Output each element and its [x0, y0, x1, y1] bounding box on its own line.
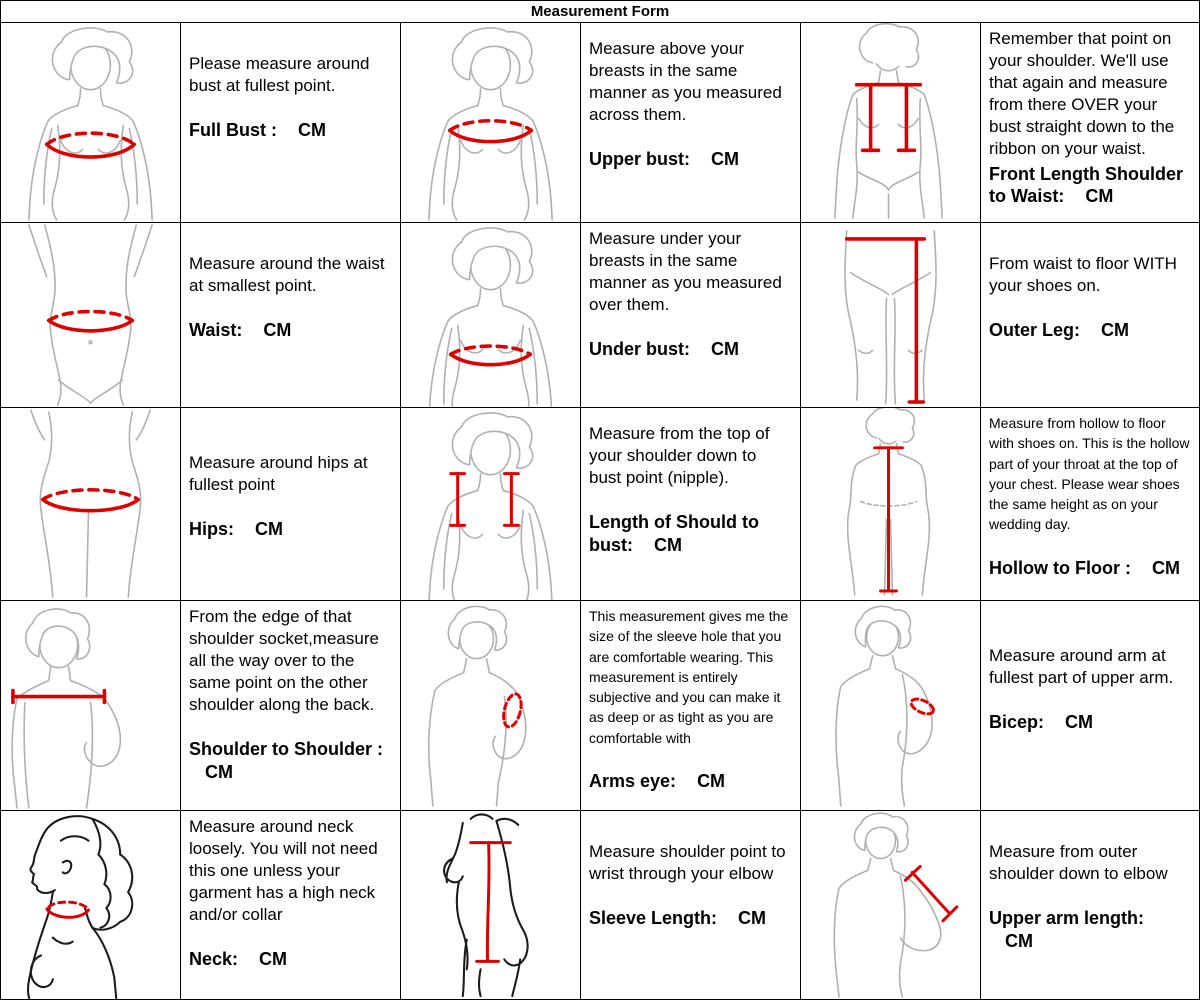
bicep-figure: [801, 601, 980, 810]
outer-leg-unit: CM: [1101, 320, 1130, 341]
waist-label: [189, 319, 392, 342]
hollow-to-floor-figure: [801, 408, 980, 600]
bicep-description: Measure around arm at fullest part of upper arm.: [989, 646, 1174, 688]
bicep-figure-cell: [801, 601, 980, 810]
waist-instruction-cell: [181, 223, 400, 407]
waist-unit: CM: [263, 320, 292, 341]
hollow-to-floor-label-text: Hollow to Floor :: [989, 557, 1131, 578]
sleeve-length-label-text: Sleeve Length:: [589, 908, 718, 929]
shoulder-to-bust-figure-cell: [401, 408, 580, 600]
full-bust-description: Please measure around bust at fullest point.: [189, 54, 370, 96]
under-bust-instruction-cell: [581, 223, 800, 407]
neck-figure: [1, 811, 180, 999]
sleeve-length-instruction-cell: [581, 811, 800, 999]
outer-leg-label: [989, 319, 1191, 342]
outer-leg-figure: [801, 223, 980, 407]
length-shoulder-bust-instruction-cell: [581, 408, 800, 600]
upper-arm-length-figure-cell: [801, 811, 980, 999]
upper-arm-length-label: [989, 907, 1191, 952]
front-length-description: Remember that point on your shoulder. We'll use that again and measure from there OVER your bust straight down to the ribbon on your waist.: [989, 29, 1175, 159]
shoulder-to-bust-figure: [401, 408, 580, 600]
hollow-to-floor-description: Measure from hollow to floor with shoes on. This is the hollow part of your throat at the top of your chest. Please wear shoes the same height as on your wedding day.: [989, 415, 1190, 533]
shoulder-to-shoulder-instruction-cell: [181, 601, 400, 810]
length-shoulder-bust-label: [589, 511, 792, 556]
neck-label: [189, 948, 392, 971]
length-shoulder-bust-unit: CM: [654, 534, 683, 555]
upper-bust-label-text: Upper bust:: [589, 149, 690, 170]
front-length-unit: CM: [1085, 186, 1114, 207]
full-bust-label-text: Full Bust :: [189, 120, 277, 141]
full-bust-instruction-cell: [181, 23, 400, 222]
upper-arm-length-label-text: Upper arm length:: [989, 908, 1145, 929]
arms-eye-instruction-cell: [581, 601, 800, 810]
full-bust-label: [189, 119, 392, 142]
arms-eye-label: [589, 770, 792, 793]
hips-unit: CM: [255, 519, 284, 540]
arms-eye-unit: CM: [697, 771, 726, 792]
front-length-label: [989, 163, 1191, 208]
outer-leg-label-text: Outer Leg:: [989, 320, 1081, 341]
front-length-figure-cell: [801, 23, 980, 222]
bicep-label: [989, 711, 1191, 734]
waist-label-text: Waist:: [189, 320, 243, 341]
waist-description: Measure around the waist at smallest point.: [189, 254, 385, 296]
neck-label-text: Neck:: [189, 949, 239, 970]
sleeve-length-figure: [401, 811, 580, 999]
front-length-instruction-cell: [981, 23, 1199, 222]
under-bust-label-text: Under bust:: [589, 339, 690, 360]
arms-eye-figure-cell: [401, 601, 580, 810]
bicep-unit: CM: [1065, 712, 1094, 733]
shoulder-to-shoulder-figure-cell: [1, 601, 180, 810]
upper-bust-figure-cell: [401, 23, 580, 222]
neck-figure-cell: [1, 811, 180, 999]
front-length-label-text: Front Length Shoulder to Waist:: [989, 163, 1183, 207]
upper-arm-length-unit: CM: [1005, 930, 1033, 951]
outer-leg-instruction-cell: [981, 223, 1199, 407]
length-shoulder-bust-label-text: Length of Should to bust:: [589, 512, 759, 555]
upper-bust-description: Measure above your breasts in the same manner as you measured across them.: [589, 39, 782, 125]
length-shoulder-bust-description: Measure from the top of your shoulder down to bust point (nipple).: [589, 424, 770, 488]
sleeve-length-label: [589, 907, 792, 930]
neck-unit: CM: [259, 949, 288, 970]
shoulder-to-shoulder-label: [189, 738, 392, 783]
arms-eye-label-text: Arms eye:: [589, 771, 677, 792]
waist-figure: [1, 223, 180, 407]
shoulder-to-shoulder-description: From the edge of that shoulder socket,measure all the way over to the same point on the other shoulder along the back.: [189, 607, 379, 715]
arms-eye-figure: [401, 601, 580, 810]
under-bust-description: Measure under your breasts in the same manner as you measured over them.: [589, 229, 782, 315]
hips-label: [189, 518, 392, 541]
hips-figure: [1, 408, 180, 600]
under-bust-label: [589, 338, 792, 361]
hollow-to-floor-unit: CM: [1152, 557, 1180, 578]
full-bust-figure-cell: [1, 23, 180, 222]
hips-figure-cell: [1, 408, 180, 600]
form-title: Measurement Form: [1, 1, 1199, 22]
measurement-grid: [1, 22, 1199, 999]
sleeve-length-figure-cell: [401, 811, 580, 999]
sleeve-length-description: Measure shoulder point to wrist through your elbow: [589, 842, 786, 884]
hips-label-text: Hips:: [189, 519, 234, 540]
upper-arm-length-instruction-cell: [981, 811, 1199, 999]
full-bust-unit: CM: [298, 120, 327, 141]
hollow-to-floor-label: [989, 557, 1191, 580]
bicep-label-text: Bicep:: [989, 712, 1045, 733]
hollow-to-floor-figure-cell: [801, 408, 980, 600]
hips-instruction-cell: [181, 408, 400, 600]
bicep-instruction-cell: [981, 601, 1199, 810]
hips-description: Measure around hips at fullest point: [189, 453, 368, 495]
front-length-figure: [801, 23, 980, 222]
full-bust-figure: [1, 23, 180, 222]
upper-bust-unit: CM: [711, 149, 740, 170]
upper-bust-figure: [401, 23, 580, 222]
neck-description: Measure around neck loosely. You will not need this one unless your garment has a high neck and/or collar: [189, 817, 378, 925]
under-bust-figure: [401, 223, 580, 407]
upper-arm-length-figure: [801, 811, 980, 999]
shoulder-to-shoulder-label-text: Shoulder to Shoulder :: [189, 739, 383, 760]
shoulder-to-shoulder-figure: [1, 601, 180, 810]
outer-leg-figure-cell: [801, 223, 980, 407]
neck-instruction-cell: [181, 811, 400, 999]
outer-leg-description: From waist to floor WITH your shoes on.: [989, 254, 1177, 296]
arms-eye-description: This measurement gives me the size of the sleeve hole that you are comfortable wearing. This measurement is entirely subjective and you can make it as deep or as tight as you are comfortable with: [589, 608, 789, 746]
under-bust-figure-cell: [401, 223, 580, 407]
shoulder-to-shoulder-unit: CM: [205, 761, 233, 782]
upper-bust-instruction-cell: [581, 23, 800, 222]
upper-arm-length-description: Measure from outer shoulder down to elbow: [989, 842, 1168, 884]
sleeve-length-unit: CM: [738, 908, 767, 929]
upper-bust-label: [589, 148, 792, 171]
under-bust-unit: CM: [711, 339, 740, 360]
waist-figure-cell: [1, 223, 180, 407]
hollow-to-floor-instruction-cell: [981, 408, 1199, 600]
